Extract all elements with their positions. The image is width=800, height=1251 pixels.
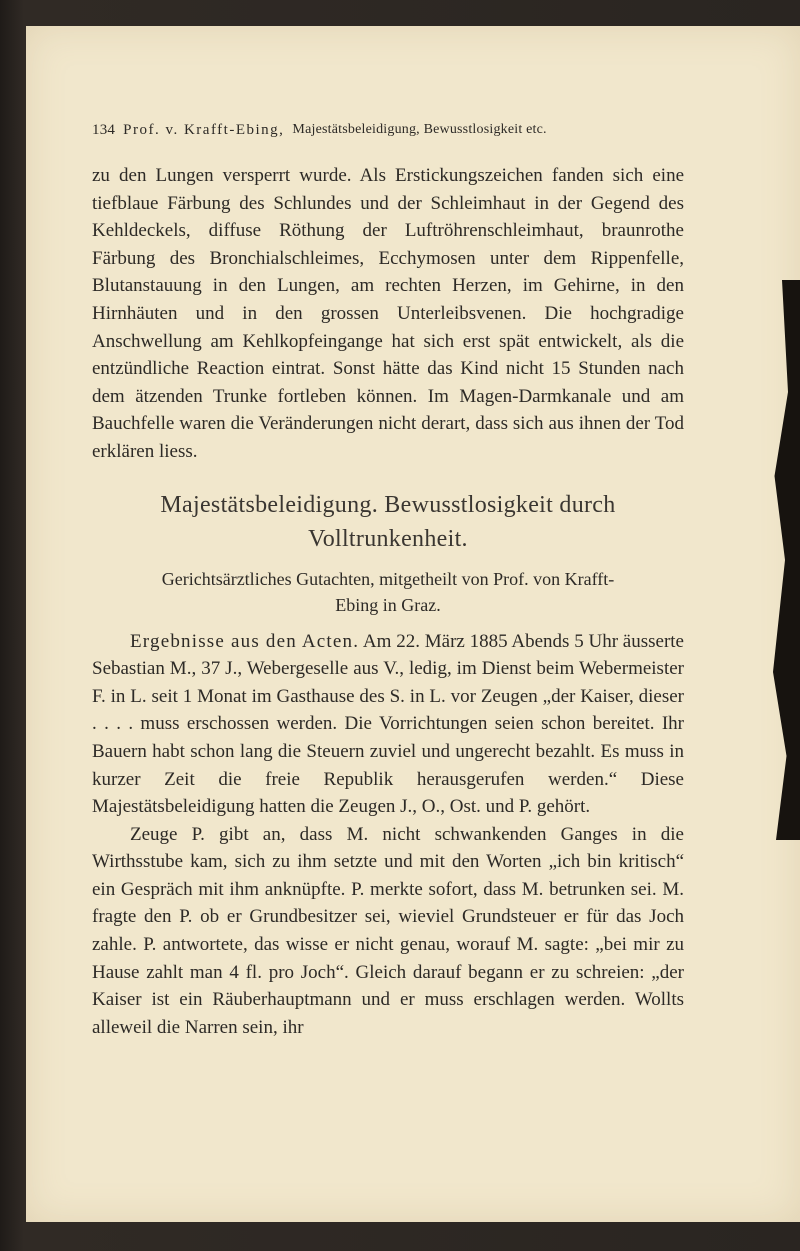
page-content: [92, 90, 684, 1041]
section-title-line-1: Majestätsbeleidigung. Bewusstlosigkeit durch: [160, 491, 616, 518]
page-number: 134: [92, 122, 116, 138]
paragraph-continued: [92, 162, 684, 466]
paragraph-results-text: [92, 628, 684, 821]
subtitle-line-1: Gerichtsärztliches Gutachten, mitgetheilt von Prof. von Krafft-: [161, 568, 615, 589]
paragraph-lead: Ergebnisse aus den Acten.: [130, 630, 360, 652]
header-subject: Majestätsbeleidigung, Bewusstlosigkeit etc.: [292, 122, 547, 137]
running-header: [92, 120, 684, 140]
paragraph-results: [92, 628, 684, 821]
section-title-line-2: Volltrunkenheit.: [308, 525, 468, 552]
paragraph-witness-text: Zeuge P. gibt an, dass M. nicht schwankenden Ganges in die Wirthsstube kam, sich zu ihm setzte und mit den Worten „ich bin kritisch“ ein Gespräch mit ihm anknüpfte. P. merkte sofort, dass M. betrunken sei. M. fragte den P. ob er Grundbesitzer sei, wieviel Grundsteuer er für das Joch zahle. P. antwortete, das wisse er nicht genau, worauf M. sagte: „bei mir zu Hause zahlt man 4 fl. pro Joch“. Gleich darauf begann er zu schreien: „der Kaiser ist ein Räuberhauptmann und er muss erschlagen werden. Wollts alleweil die Narren sein, ihr: [92, 823, 684, 1038]
section-title: [92, 488, 684, 556]
subtitle-line-2: Ebing in Graz.: [335, 594, 441, 615]
section-subtitle: [92, 566, 684, 618]
header-author: Prof. v. Krafft-Ebing,: [123, 122, 285, 138]
paragraph-text: zu den Lungen versperrt wurde. Als Erstickungszeichen fanden sich eine tiefblaue Färbung des Schlundes und der Schleimhaut in der Gegend des Kehldeckels, diffuse Röthung der Luftröhrenschleimhaut, braunrothe Färbung des Bronchialschleimes, Ecchymosen unter dem Rippenfelle, Blutanstauung in den Lungen, am rechten Herzen, im Gehirne, in den Hirnhäuten und in den grossen Unterleibsvenen. Die hochgradige Anschwellung am Kehlkopfeingange hat sich erst spät entwickelt, als die entzündliche Reaction eintrat. Sonst hätte das Kind nicht 15 Stunden nach dem ätzenden Trunke fortleben können. Im Magen-Darmkanale und am Bauchfelle waren die Veränderungen nicht derart, dass sich aus ihnen der Tod erklären liess.: [92, 165, 684, 462]
paragraph-witness: [92, 821, 684, 1042]
paragraph-results-body: Am 22. März 1885 Abends 5 Uhr äusserte Sebastian M., 37 J., Webergeselle aus V., ledig, im Dienst beim Webermeister F. in L. seit 1 Monat im Gasthause des S. in L. vor Zeugen „der Kaiser, dieser . . . . muss erschossen werden. Die Vorrichtungen seien schon bereitet. Ihr Bauern habt schon lang die Steuern zuviel und ungerecht bezahlt. Es muss in kurzer Zeit die freie Republik herausgerufen werden.“ Diese Majestätsbeleidigung hatten die Zeugen J., O., Ost. und P. gehört.: [92, 630, 684, 818]
